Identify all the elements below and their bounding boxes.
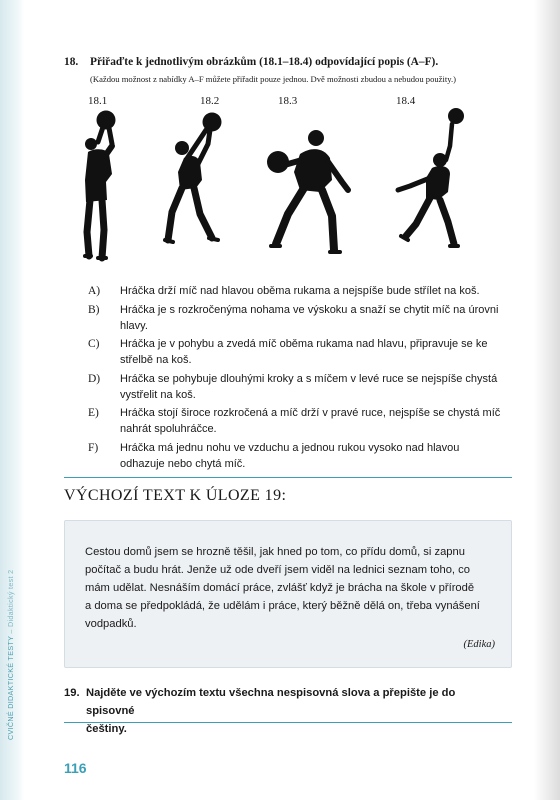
- question-19-line: češtiny.: [86, 723, 127, 735]
- source-text: [85, 543, 495, 633]
- option-letter: F): [88, 441, 99, 454]
- option-text-line: Hráčka drží míč nad hlavou oběma rukama a nejspíše bude střílet na koš.: [120, 285, 480, 297]
- question-18-number: 18.: [64, 56, 79, 68]
- source-text-line: Cestou domů jsem se hrozně těšil, jak hned po tom, co přídu domů, si zapnu: [85, 546, 465, 558]
- option-letter: E): [88, 407, 99, 419]
- option-text-line: vystřelit na koš.: [120, 388, 196, 401]
- question-19-number: 19.: [64, 687, 80, 699]
- question-19-text: [86, 684, 506, 738]
- option-text-line: Hráčka je s rozkročenýma nohama ve výskoku a snaží se chytit míč na úrovni: [120, 303, 499, 316]
- option-text-line: hlavy.: [120, 319, 148, 332]
- option-letter: B): [88, 303, 100, 316]
- option-text-line: nahrát spoluhráčce.: [120, 423, 217, 435]
- image-label-18-1: 18.1: [88, 95, 108, 107]
- option-text-line: Hráčka se pohybuje dlouhými kroky a s míčem v levé ruce se nejspíše chystá: [120, 372, 498, 385]
- option-letter: A): [88, 285, 101, 297]
- side-title-separator: –: [6, 627, 15, 636]
- question-18-note: (Každou možnost z nabídky A–F můžete přiřadit pouze jednou. Dvě možnosti zbudou a nebudou použity.): [90, 74, 457, 84]
- question-19-line: Najděte ve výchozím textu všechna nespisovná slova a přepište je do spisovné: [86, 687, 456, 717]
- page-number: 116: [64, 760, 87, 776]
- side-title-main: CVIČNÉ DIDAKTICKÉ TESTY: [6, 635, 15, 740]
- option-f: [88, 440, 508, 472]
- answer-divider: [64, 722, 512, 723]
- image-label-18-3: 18.3: [278, 95, 298, 107]
- player-silhouette-18-1: [72, 108, 122, 266]
- right-page-edge: [534, 0, 560, 800]
- option-text-line: odhazuje nebo chytá míč.: [120, 457, 246, 470]
- option-text-line: Hráčka je v pohybu a zvedá míč oběma rukama nad hlavu, připravuje se ke: [120, 338, 488, 350]
- option-text-line: střelbě na koš.: [120, 354, 192, 366]
- source-text-line: mám udělat. Nesnáším domácí práce, zvlášť když je brácha na škole v přírodě: [85, 582, 475, 594]
- option-d: [88, 371, 508, 403]
- source-text-line: vodpadků.: [85, 618, 137, 630]
- option-c: [88, 336, 508, 368]
- question-18-text: Přiřaďte k jednotlivým obrázkům (18.1–18.4) odpovídající popis (A–F).: [90, 56, 439, 68]
- player-silhouette-18-4: [392, 104, 474, 254]
- side-title-sub: Didaktický test 2: [6, 569, 15, 627]
- source-text-box: [64, 520, 512, 668]
- side-running-title: [6, 570, 15, 740]
- option-e: [88, 405, 508, 437]
- option-b: [88, 302, 508, 334]
- section-divider: [64, 477, 512, 478]
- option-text-line: Hráčka stojí široce rozkročená a míč drží v pravé ruce, nejspíše se chystá míč: [120, 407, 501, 419]
- player-silhouette-18-2: [160, 108, 230, 250]
- image-label-18-4: 18.4: [396, 95, 416, 107]
- source-attribution: (Edika): [463, 639, 495, 650]
- answer-options: [88, 283, 508, 474]
- option-letter: C): [88, 338, 100, 350]
- section-heading: VÝCHOZÍ TEXT K ÚLOZE 19:: [64, 487, 287, 504]
- option-a: [88, 283, 508, 299]
- option-text-line: Hráčka má jednu nohu ve vzduchu a jednou rukou vysoko nad hlavou: [120, 441, 460, 454]
- option-letter: D): [88, 372, 101, 385]
- source-text-line: počítač a budu hrát. Jenže už ode dveří jsem viděl na lednici seznam toho, co: [85, 564, 470, 576]
- image-label-18-2: 18.2: [200, 95, 220, 107]
- player-silhouette-18-3: [260, 124, 360, 262]
- source-text-line: a doma se předpokládá, že udělám i práce, který běžně dělá on, třeba vynášení: [85, 600, 480, 612]
